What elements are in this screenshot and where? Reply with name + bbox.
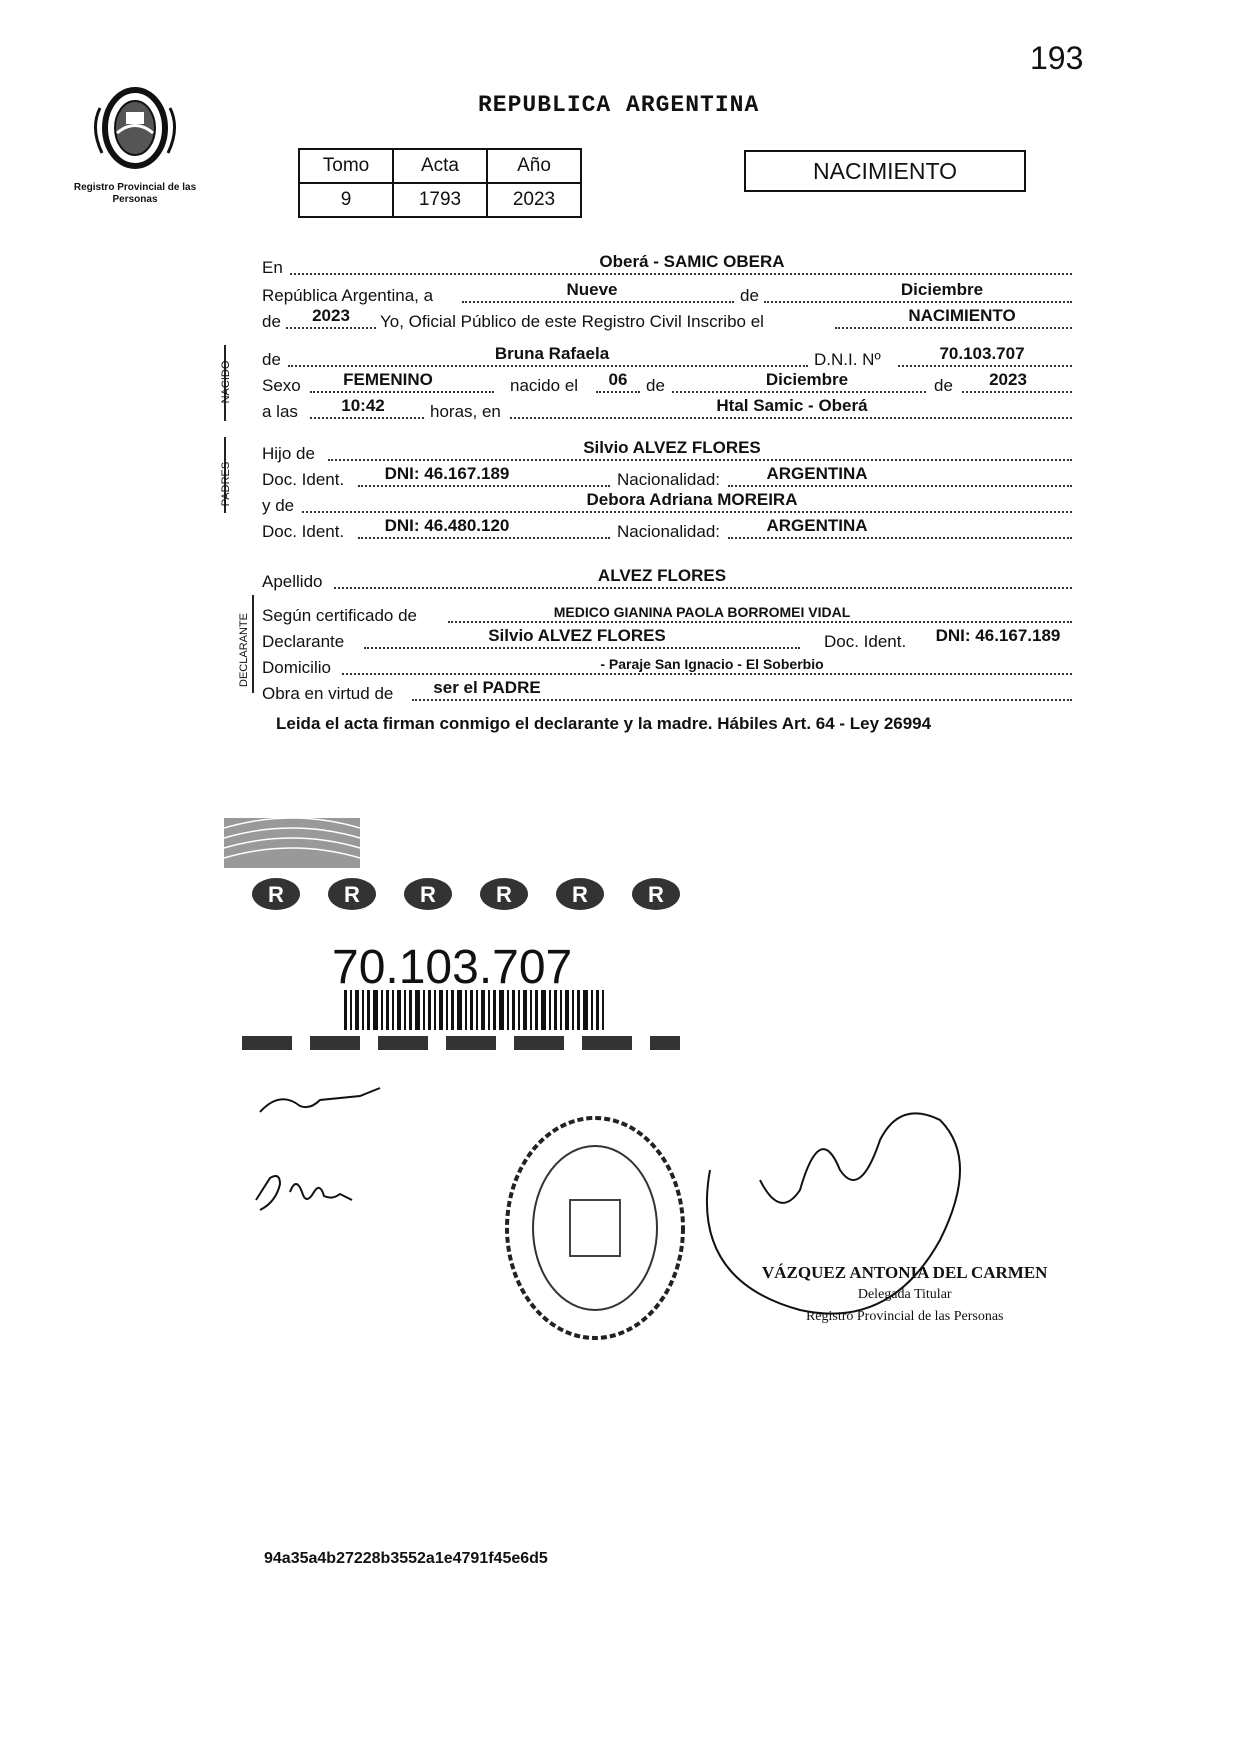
value-name: Bruna Rafaela [494,344,610,363]
row-certificate [262,600,1072,626]
dotted-line [358,485,610,487]
official-name: VÁZQUEZ ANTONIA DEL CARMEN [762,1263,1048,1282]
dotted-line [342,673,1072,675]
label-de-month: de [646,376,665,395]
header-acta: Acta [393,149,487,183]
label-y-de: y de [262,496,295,515]
label-de: de [740,286,759,305]
row-declarant [262,626,1072,652]
signatures-area [240,1060,1060,1400]
legal-note: Leida el acta firman conmigo el declarante y la madre. Hábiles Art. 64 - Ley 26994 [276,714,932,733]
row-mother-doc [262,516,1072,542]
svg-text:R: R [420,882,436,907]
value-place: Oberá - SAMIC OBERA [599,252,785,271]
dotted-line [510,417,1072,419]
registry-value-row [299,183,581,217]
value-day: Nueve [566,280,618,299]
dotted-line [412,699,1072,701]
label-domicilio: Domicilio [262,658,331,677]
mother-signature [256,1176,352,1210]
label-de-birth-year: de [934,376,953,395]
label-en: En [262,258,283,277]
label-horas-en: horas, en [430,402,501,421]
dotted-line [286,327,376,329]
label-republica: República Argentina, a [262,286,434,305]
row-mother [262,490,1072,516]
value-father-doc: DNI: 46.167.189 [384,464,510,483]
document-hash: 94a35a4b27228b3552a1e4791f45e6d5 [264,1550,548,1567]
value-birth-year: 2023 [989,370,1027,389]
label-yo: Yo, Oficial Público de este Registro Civil Inscribo el [380,312,764,331]
value-dni: 70.103.707 [939,344,1025,363]
registry-table [298,148,582,218]
value-tomo: 9 [299,183,393,217]
provincial-seal-icon [90,78,180,178]
dotted-line [364,647,800,649]
value-birth-day: 06 [608,370,628,389]
label-hijo-de: Hijo de [262,444,315,463]
value-month: Diciembre [900,280,984,299]
row-act [262,306,1072,332]
declarant-bracket [252,595,255,693]
security-r-marks [252,878,680,910]
barcode-number: 70.103.707 [332,941,573,994]
country-title: REPUBLICA ARGENTINA [478,92,760,118]
dotted-line [358,537,610,539]
label-sexo: Sexo [262,376,301,395]
dotted-line [310,417,424,419]
label-apellido: Apellido [262,572,323,591]
label-nacionalidad: Nacionalidad: [617,470,721,489]
value-birth-place: Htal Samic - Oberá [716,396,868,415]
value-certificate: MEDICO GIANINA PAOLA BORROMEI VIDAL [553,604,851,620]
record-type-box: NACIMIENTO [744,150,1026,192]
value-surname: ALVEZ FLORES [597,566,727,585]
value-sex: FEMENINO [343,370,433,389]
row-date [262,280,1072,306]
label-dni: D.N.I. Nº [814,350,881,369]
label-de-year: de [262,312,281,331]
row-name [262,344,1072,370]
declarant-signature [260,1088,380,1112]
value-address: - Paraje San Ignacio - El Soberbio [600,656,824,672]
label-declarante: Declarante [262,632,345,651]
svg-text:R: R [648,882,664,907]
side-label-parents: PADRES [220,461,232,507]
value-capacity: ser el PADRE [433,678,541,697]
row-father [262,438,1072,464]
official-office: Registro Provincial de las Personas [805,1309,1004,1324]
row-surname [262,566,1072,592]
dotted-line [835,327,1072,329]
label-doc-ident-mother: Doc. Ident. [262,522,345,541]
label-nacido-el: nacido el [510,376,579,395]
registry-header-row [299,149,581,183]
value-declarant-doc: DNI: 46.167.189 [935,626,1061,645]
row-time [262,396,1072,422]
value-mother-nat: ARGENTINA [766,516,868,535]
value-year: 2023 [312,306,350,325]
page-number: 193 [1030,40,1084,76]
official-block [762,1262,1047,1328]
row-address [262,652,1072,678]
label-de-name: de [262,350,281,369]
registry-logo [70,78,200,206]
dotted-line [310,391,494,393]
side-label-born: NACIDO [220,360,232,404]
row-father-doc [262,464,1072,490]
header-ano: Año [487,149,581,183]
dotted-line [328,459,1072,461]
label-doc-ident-declarant: Doc. Ident. [824,632,907,651]
label-segun: Según certificado de [262,606,417,625]
label-obra: Obra en virtud de [262,684,394,703]
value-time: 10:42 [341,396,385,415]
header-tomo: Tomo [299,149,393,183]
dotted-line [764,301,1072,303]
label-doc-ident: Doc. Ident. [262,470,345,489]
dotted-line [302,511,1072,513]
dotted-line [448,621,1072,623]
dotted-line [290,273,1072,275]
official-title: Delegada Titular [857,1287,952,1302]
logo-caption: Registro Provincial de las Personas [73,182,197,205]
svg-text:R: R [496,882,512,907]
value-father: Silvio ALVEZ FLORES [583,438,761,457]
dotted-line [334,587,1072,589]
row-capacity [262,678,1072,704]
label-nacionalidad-mother: Nacionalidad: [617,522,721,541]
value-mother-doc: DNI: 46.480.120 [384,516,510,535]
dotted-line [898,365,1072,367]
barcode-icon [344,990,604,1030]
value-act: NACIMIENTO [908,306,1016,325]
side-label-declarant: DECLARANTE [238,613,250,687]
row-place [262,252,1072,278]
dotted-line [596,391,640,393]
svg-text:R: R [344,882,360,907]
value-father-nat: ARGENTINA [766,464,868,483]
value-declarant: Silvio ALVEZ FLORES [488,626,666,645]
security-pattern [222,818,702,1058]
dotted-line [288,365,808,367]
value-birth-month: Diciembre [765,370,849,389]
svg-text:R: R [572,882,588,907]
dotted-line [672,391,926,393]
value-ano: 2023 [487,183,581,217]
row-sex [262,370,1072,396]
dotted-line [728,485,1072,487]
svg-text:R: R [268,882,284,907]
dotted-line [728,537,1072,539]
label-a-las: a las [262,402,298,421]
dotted-line [462,301,734,303]
value-acta: 1793 [393,183,487,217]
value-mother: Debora Adriana MOREIRA [586,490,798,509]
dotted-line [962,391,1072,393]
